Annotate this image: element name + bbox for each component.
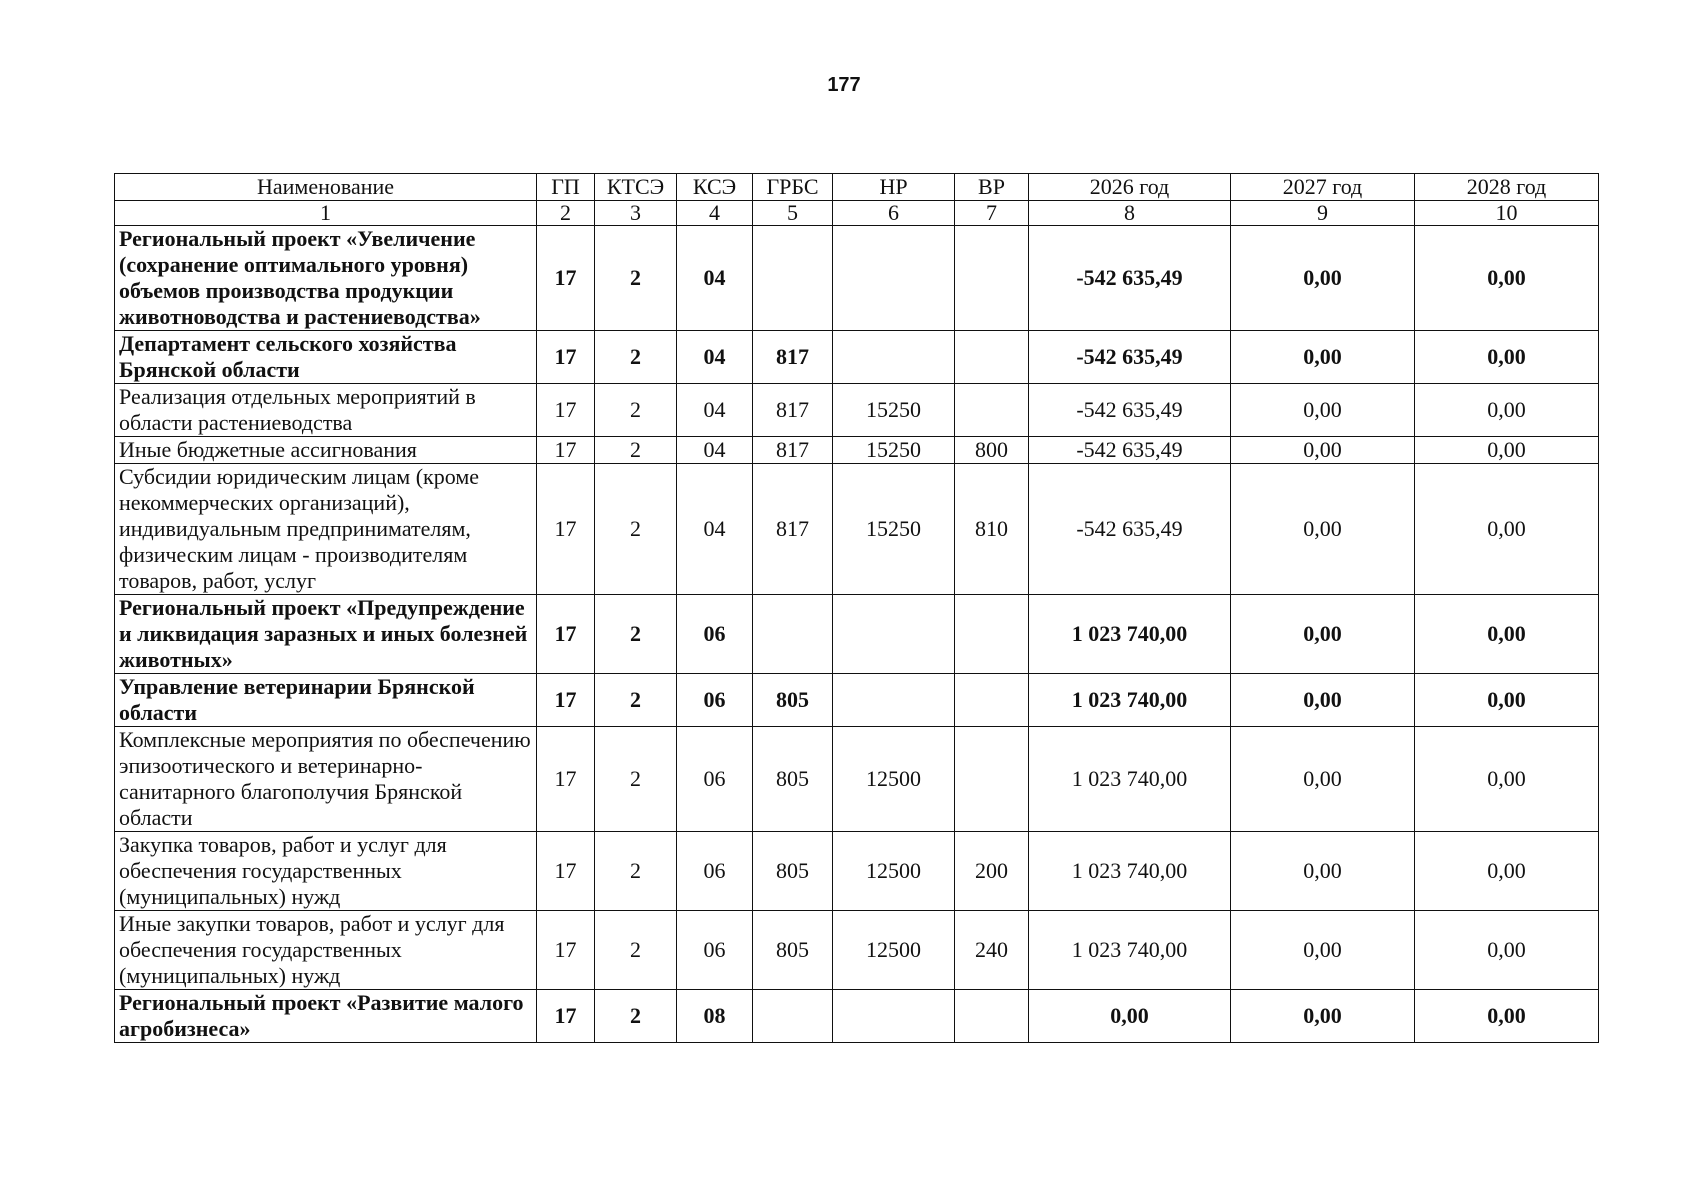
row-name-cell: Управление ветеринарии Брянской области: [115, 674, 537, 727]
column-header: 2027 год: [1231, 174, 1415, 201]
nr-cell: [833, 990, 955, 1043]
row-name-cell: Департамент сельского хозяйства Брянской области: [115, 331, 537, 384]
amount-2028-cell: 0,00: [1415, 331, 1599, 384]
amount-2027-cell: 0,00: [1231, 226, 1415, 331]
amount-2026-cell: 0,00: [1029, 990, 1231, 1043]
grbs-cell: 817: [753, 384, 833, 437]
row-name-cell: Региональный проект «Предупреждение и ликвидация заразных и иных болезней животных»: [115, 595, 537, 674]
amount-2027-cell: 0,00: [1231, 384, 1415, 437]
ktse-cell: 2: [595, 226, 677, 331]
kse-cell: 06: [677, 674, 753, 727]
grbs-cell: [753, 595, 833, 674]
kse-cell: 08: [677, 990, 753, 1043]
row-name-cell: Региональный проект «Развитие малого агробизнеса»: [115, 990, 537, 1043]
kse-cell: 06: [677, 595, 753, 674]
column-header: ГРБС: [753, 174, 833, 201]
row-name-cell: Комплексные мероприятия по обеспечению эпизоотического и ветеринарно-санитарного благополучия Брянской области: [115, 727, 537, 832]
kse-cell: 06: [677, 832, 753, 911]
column-header: КСЭ: [677, 174, 753, 201]
vr-cell: [955, 331, 1029, 384]
amount-2028-cell: 0,00: [1415, 832, 1599, 911]
table-header-row: [115, 174, 1599, 201]
grbs-cell: 817: [753, 464, 833, 595]
amount-2026-cell: 1 023 740,00: [1029, 674, 1231, 727]
kse-cell: 06: [677, 911, 753, 990]
vr-cell: 240: [955, 911, 1029, 990]
kse-cell: 04: [677, 384, 753, 437]
amount-2026-cell: -542 635,49: [1029, 437, 1231, 464]
column-header: 2028 год: [1415, 174, 1599, 201]
table-body: [115, 226, 1599, 1043]
grbs-cell: 805: [753, 674, 833, 727]
table-row: [115, 595, 1599, 674]
row-name-cell: Региональный проект «Увеличение (сохранение оптимального уровня) объемов производства продукции животноводства и растениеводства»: [115, 226, 537, 331]
nr-cell: [833, 226, 955, 331]
nr-cell: 15250: [833, 437, 955, 464]
column-number: 6: [833, 201, 955, 226]
amount-2028-cell: 0,00: [1415, 384, 1599, 437]
table-row: [115, 437, 1599, 464]
nr-cell: [833, 331, 955, 384]
gp-cell: 17: [537, 990, 595, 1043]
gp-cell: 17: [537, 674, 595, 727]
amount-2028-cell: 0,00: [1415, 437, 1599, 464]
amount-2028-cell: 0,00: [1415, 727, 1599, 832]
amount-2026-cell: -542 635,49: [1029, 464, 1231, 595]
ktse-cell: 2: [595, 437, 677, 464]
ktse-cell: 2: [595, 384, 677, 437]
amount-2026-cell: -542 635,49: [1029, 226, 1231, 331]
nr-cell: [833, 595, 955, 674]
amount-2026-cell: 1 023 740,00: [1029, 911, 1231, 990]
table-row: [115, 911, 1599, 990]
amount-2028-cell: 0,00: [1415, 674, 1599, 727]
amount-2028-cell: 0,00: [1415, 464, 1599, 595]
row-name-cell: Субсидии юридическим лицам (кроме некоммерческих организаций), индивидуальным предпринимателям, физическим лицам - производителям товаров, работ, услуг: [115, 464, 537, 595]
column-number: 10: [1415, 201, 1599, 226]
column-number: 1: [115, 201, 537, 226]
column-number: 2: [537, 201, 595, 226]
column-header: ВР: [955, 174, 1029, 201]
table-row: [115, 384, 1599, 437]
grbs-cell: 805: [753, 832, 833, 911]
vr-cell: [955, 674, 1029, 727]
amount-2028-cell: 0,00: [1415, 911, 1599, 990]
gp-cell: 17: [537, 331, 595, 384]
row-name-cell: Иные закупки товаров, работ и услуг для обеспечения государственных (муниципальных) нужд: [115, 911, 537, 990]
column-header: КТСЭ: [595, 174, 677, 201]
table-row: [115, 727, 1599, 832]
column-number: 3: [595, 201, 677, 226]
amount-2028-cell: 0,00: [1415, 226, 1599, 331]
grbs-cell: 817: [753, 437, 833, 464]
row-name-cell: Закупка товаров, работ и услуг для обеспечения государственных (муниципальных) нужд: [115, 832, 537, 911]
table-row: [115, 674, 1599, 727]
amount-2027-cell: 0,00: [1231, 331, 1415, 384]
table-row: [115, 990, 1599, 1043]
kse-cell: 06: [677, 727, 753, 832]
column-number: 5: [753, 201, 833, 226]
nr-cell: 15250: [833, 464, 955, 595]
grbs-cell: 817: [753, 331, 833, 384]
column-number: 7: [955, 201, 1029, 226]
amount-2026-cell: -542 635,49: [1029, 384, 1231, 437]
amount-2026-cell: 1 023 740,00: [1029, 727, 1231, 832]
gp-cell: 17: [537, 226, 595, 331]
nr-cell: 12500: [833, 832, 955, 911]
ktse-cell: 2: [595, 911, 677, 990]
amount-2026-cell: 1 023 740,00: [1029, 595, 1231, 674]
grbs-cell: [753, 990, 833, 1043]
nr-cell: 12500: [833, 911, 955, 990]
budget-table: [114, 173, 1599, 1043]
amount-2027-cell: 0,00: [1231, 990, 1415, 1043]
gp-cell: 17: [537, 595, 595, 674]
amount-2027-cell: 0,00: [1231, 464, 1415, 595]
amount-2026-cell: 1 023 740,00: [1029, 832, 1231, 911]
vr-cell: [955, 727, 1029, 832]
column-number: 9: [1231, 201, 1415, 226]
gp-cell: 17: [537, 911, 595, 990]
gp-cell: 17: [537, 384, 595, 437]
page-number: 177: [827, 74, 861, 96]
column-header: 2026 год: [1029, 174, 1231, 201]
amount-2027-cell: 0,00: [1231, 727, 1415, 832]
column-header: Наименование: [115, 174, 537, 201]
column-number: 4: [677, 201, 753, 226]
row-name-cell: Иные бюджетные ассигнования: [115, 437, 537, 464]
gp-cell: 17: [537, 437, 595, 464]
gp-cell: 17: [537, 832, 595, 911]
ktse-cell: 2: [595, 331, 677, 384]
table-row: [115, 331, 1599, 384]
vr-cell: 200: [955, 832, 1029, 911]
vr-cell: [955, 226, 1029, 331]
row-name-cell: Реализация отдельных мероприятий в области растениеводства: [115, 384, 537, 437]
gp-cell: 17: [537, 464, 595, 595]
table-row: [115, 832, 1599, 911]
ktse-cell: 2: [595, 832, 677, 911]
nr-cell: [833, 674, 955, 727]
column-number-row: [115, 201, 1599, 226]
nr-cell: 15250: [833, 384, 955, 437]
column-header: НР: [833, 174, 955, 201]
amount-2027-cell: 0,00: [1231, 674, 1415, 727]
amount-2026-cell: -542 635,49: [1029, 331, 1231, 384]
amount-2027-cell: 0,00: [1231, 595, 1415, 674]
grbs-cell: 805: [753, 911, 833, 990]
ktse-cell: 2: [595, 464, 677, 595]
kse-cell: 04: [677, 464, 753, 595]
kse-cell: 04: [677, 226, 753, 331]
amount-2028-cell: 0,00: [1415, 595, 1599, 674]
amount-2027-cell: 0,00: [1231, 911, 1415, 990]
vr-cell: 800: [955, 437, 1029, 464]
gp-cell: 17: [537, 727, 595, 832]
nr-cell: 12500: [833, 727, 955, 832]
ktse-cell: 2: [595, 727, 677, 832]
table-row: [115, 226, 1599, 331]
kse-cell: 04: [677, 437, 753, 464]
table-row: [115, 464, 1599, 595]
ktse-cell: 2: [595, 674, 677, 727]
amount-2028-cell: 0,00: [1415, 990, 1599, 1043]
amount-2027-cell: 0,00: [1231, 832, 1415, 911]
vr-cell: 810: [955, 464, 1029, 595]
vr-cell: [955, 990, 1029, 1043]
column-header: ГП: [537, 174, 595, 201]
amount-2027-cell: 0,00: [1231, 437, 1415, 464]
vr-cell: [955, 384, 1029, 437]
grbs-cell: 805: [753, 727, 833, 832]
kse-cell: 04: [677, 331, 753, 384]
column-number: 8: [1029, 201, 1231, 226]
grbs-cell: [753, 226, 833, 331]
ktse-cell: 2: [595, 595, 677, 674]
ktse-cell: 2: [595, 990, 677, 1043]
vr-cell: [955, 595, 1029, 674]
